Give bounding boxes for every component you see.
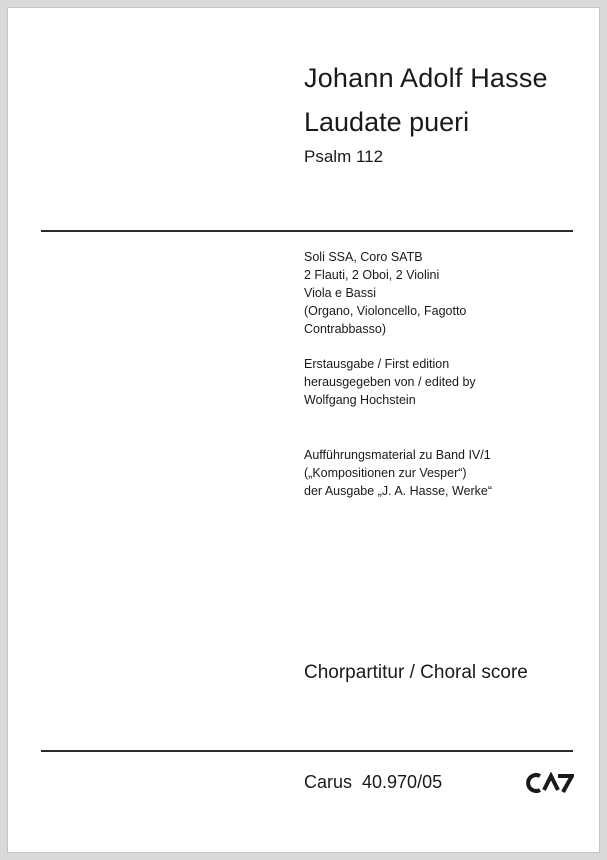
- bottom-divider: [41, 750, 573, 752]
- edition-line: herausgegeben von / edited by: [304, 375, 476, 389]
- scoring-line: Viola e Bassi: [304, 286, 377, 300]
- carus-logo-icon: [526, 772, 574, 794]
- editor-name: Wolfgang Hochstein: [304, 393, 416, 407]
- material-line: („Kompositionen zur Vesper“): [304, 466, 467, 480]
- edition-line: Erstausgabe / First edition: [304, 357, 450, 371]
- composer-name: Johann Adolf Hasse: [304, 63, 548, 93]
- scoring-line: (Organo, Violoncello, Fagotto: [304, 304, 467, 318]
- catalog-number: Carus 40.970/05: [304, 772, 443, 792]
- scoring-block: [304, 248, 466, 338]
- scoring-line: Soli SSA, Coro SATB: [304, 250, 423, 264]
- material-line: der Ausgabe „J. A. Hasse, Werke“: [304, 484, 493, 498]
- score-type-label: Chorpartitur / Choral score: [304, 662, 528, 683]
- top-divider: [41, 230, 573, 232]
- scoring-line: Contrabbasso): [304, 322, 386, 336]
- work-title: Laudate pueri: [304, 107, 470, 137]
- material-block: [304, 446, 492, 500]
- score-cover-page: [8, 8, 599, 852]
- material-line: Aufführungsmaterial zu Band IV/1: [304, 448, 491, 462]
- work-subtitle: Psalm 112: [304, 147, 384, 166]
- scoring-line: 2 Flauti, 2 Oboi, 2 Violini: [304, 268, 440, 282]
- edition-block: [304, 355, 476, 409]
